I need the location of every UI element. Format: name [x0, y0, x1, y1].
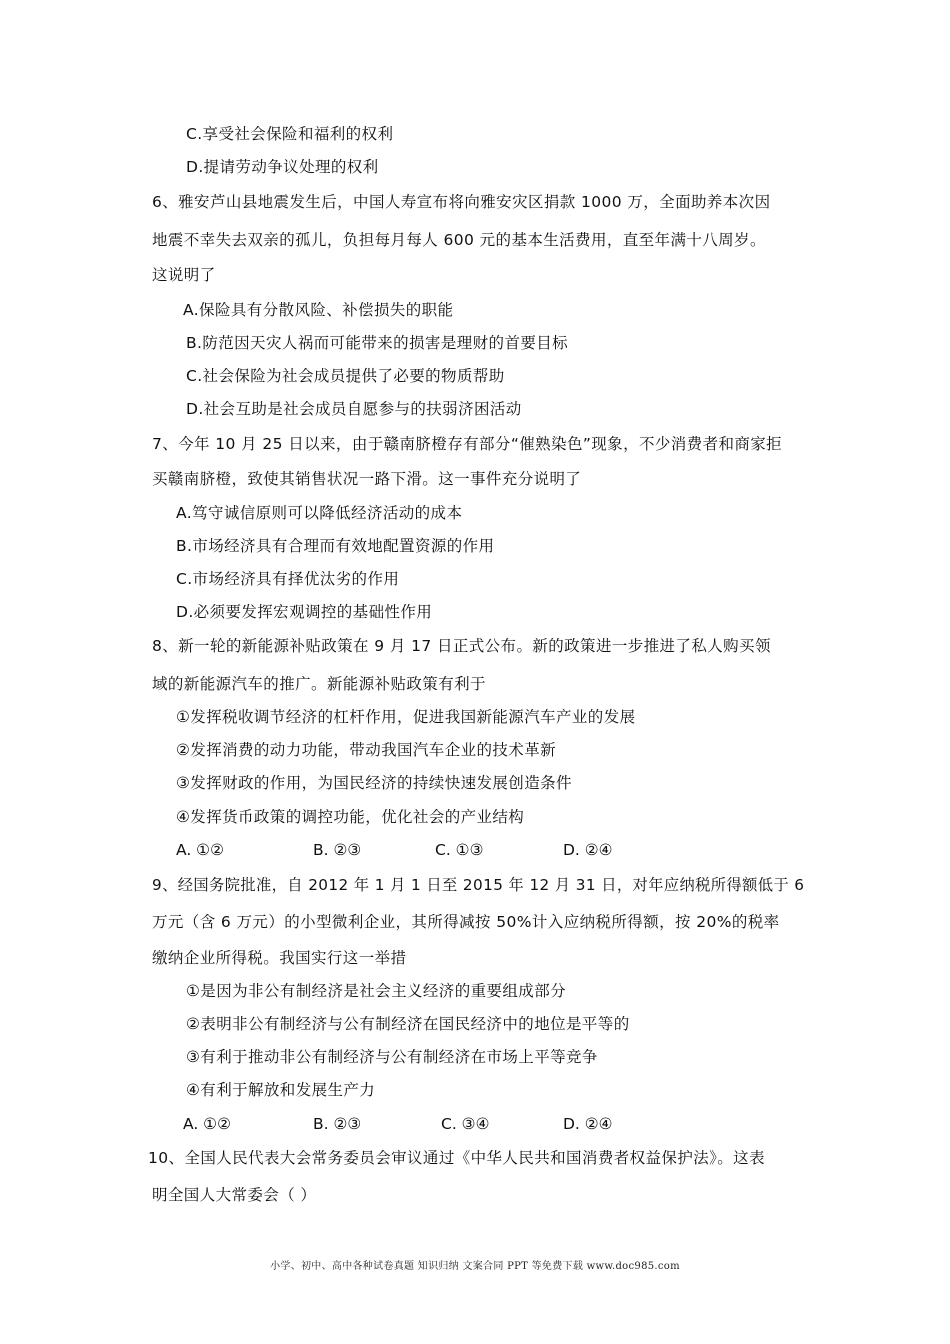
q8-choice-b: B. ②③: [313, 841, 362, 859]
q9-choice-d: D. ②④: [563, 1115, 613, 1133]
q9-statement-4: ④有利于解放和发展生产力: [186, 1081, 376, 1099]
q8-choice-c: C. ①③: [435, 841, 484, 859]
q6-stem-line-3: 这说明了: [152, 266, 216, 284]
q6-option-a: A.保险具有分散风险、补偿损失的职能: [183, 301, 454, 319]
q8-choice-a: A. ①②: [176, 841, 224, 859]
q9-statement-3: ③有利于推动非公有制经济与公有制经济在市场上平等竞争: [186, 1048, 598, 1066]
q6-stem-line-2: 地震不幸失去双亲的孤儿，负担每月每人 600 元的基本生活费用，直至年满十八周岁。: [152, 231, 766, 249]
q7-stem-line-2: 买赣南脐橙，致使其销售状况一路下滑。这一事件充分说明了: [152, 470, 582, 488]
q8-statement-3: ③发挥财政的作用，为国民经济的持续快速发展创造条件: [176, 774, 572, 792]
q6-stem-line-1: 6、雅安芦山县地震发生后，中国人寿宣布将向雅安灾区捐款 1000 万，全面助养本次因: [152, 193, 771, 211]
q6-option-d: D.社会互助是社会成员自愿参与的扶弱济困活动: [186, 400, 522, 418]
q8-choice-d: D. ②④: [563, 841, 613, 859]
q9-stem-line-3: 缴纳企业所得税。我国实行这一举措: [152, 949, 407, 967]
q6-option-c: C.社会保险为社会成员提供了必要的物质帮助: [186, 367, 505, 385]
q7-option-c: C.市场经济具有择优汰劣的作用: [176, 570, 400, 588]
q8-stem-line-2: 域的新能源汽车的推广。新能源补贴政策有利于: [152, 675, 486, 693]
q10-stem-line-1: 10、全国人民代表大会常务委员会审议通过《中华人民共和国消费者权益保护法》。这表: [148, 1149, 765, 1167]
q9-choice-a: A. ①②: [183, 1115, 231, 1133]
q9-stem-line-1: 9、经国务院批准，自 2012 年 1 月 1 日至 2015 年 12 月 31 日，对年应纳税所得额低于 6: [152, 876, 805, 894]
q8-statement-1: ①发挥税收调节经济的杠杆作用，促进我国新能源汽车产业的发展: [176, 708, 636, 726]
q8-choices: [0, 840, 950, 860]
q9-statement-2: ②表明非公有制经济与公有制经济在国民经济中的地位是平等的: [186, 1015, 630, 1033]
q10-stem-line-2: 明全国人大常委会（ ）: [152, 1186, 317, 1204]
q9-statement-1: ①是因为非公有制经济是社会主义经济的重要组成部分: [186, 982, 566, 1000]
q9-choice-c: C. ③④: [441, 1115, 490, 1133]
q7-option-b: B.市场经济具有合理而有效地配置资源的作用: [176, 537, 495, 555]
q6-option-b: B.防范因天灾人祸而可能带来的损害是理财的首要目标: [186, 334, 569, 352]
q7-option-a: A.笃守诚信原则可以降低经济活动的成本: [176, 504, 463, 522]
q7-option-d: D.必须要发挥宏观调控的基础性作用: [176, 603, 433, 621]
q7-stem-line-1: 7、今年 10 月 25 日以来，由于赣南脐橙存有部分“催熟染色”现象，不少消费者和商家拒: [152, 435, 783, 453]
q9-stem-line-2: 万元（含 6 万元）的小型微利企业，其所得减按 50%计入应纳税所得额，按 20%的税率: [152, 913, 780, 931]
q9-choice-b: B. ②③: [313, 1115, 362, 1133]
q8-statement-4: ④发挥货币政策的调控功能，优化社会的产业结构: [176, 808, 525, 826]
q8-stem-line-1: 8、新一轮的新能源补贴政策在 9 月 17 日正式公布。新的政策进一步推进了私人购买领: [152, 637, 771, 655]
q9-choices: [0, 1114, 950, 1134]
q8-statement-2: ②发挥消费的动力功能，带动我国汽车企业的技术革新: [176, 741, 556, 759]
q5-option-c: C.享受社会保险和福利的权利: [186, 125, 394, 143]
page-footer: 小学、初中、高中各种试卷真题 知识归纳 文案合同 PPT 等免费下载 www.doc985.com: [270, 1261, 680, 1272]
q5-option-d: D.提请劳动争议处理的权利: [186, 158, 379, 176]
